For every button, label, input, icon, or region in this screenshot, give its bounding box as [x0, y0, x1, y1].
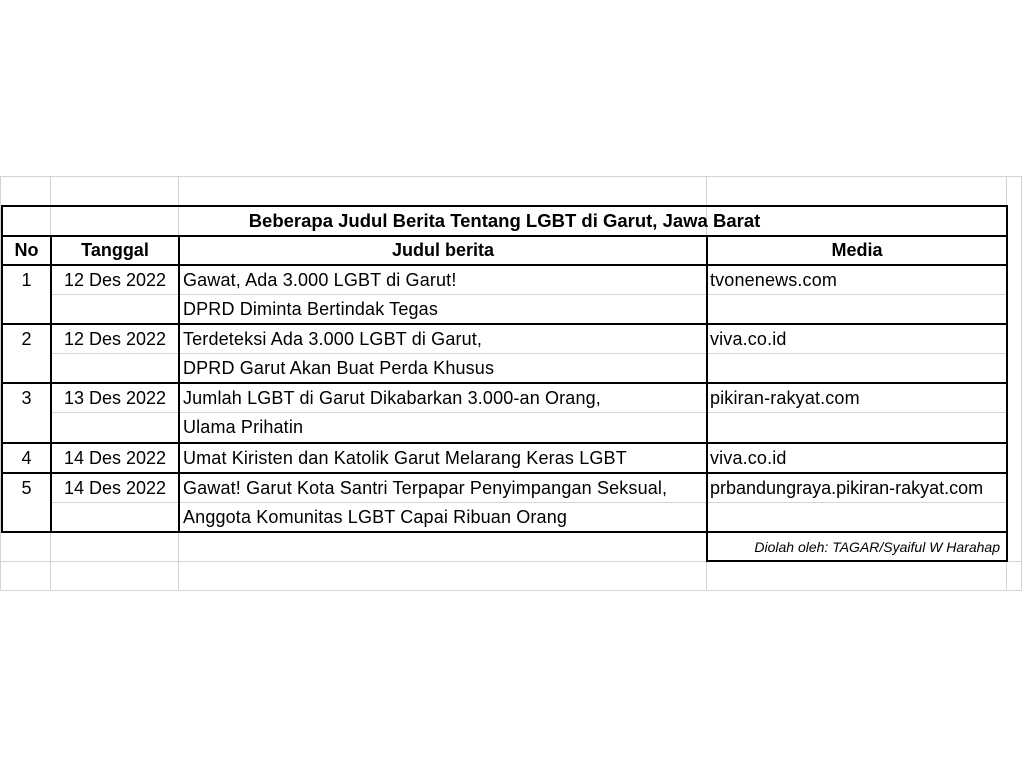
row-tanggal: 14 Des 2022	[63, 448, 167, 468]
row-judul-line2: Anggota Komunitas LGBT Capai Ribuan Orang	[183, 507, 568, 527]
row-no: 4	[21, 448, 32, 468]
gridline	[0, 590, 1022, 591]
header-media: Media	[831, 240, 883, 260]
row-tanggal: 13 Des 2022	[63, 388, 167, 408]
table-title: Beberapa Judul Berita Tentang LGBT di Garut, Jawa Barat	[248, 210, 761, 231]
border-line	[1006, 205, 1008, 562]
row-tanggal: 12 Des 2022	[63, 329, 167, 349]
row-no: 2	[21, 329, 32, 349]
row-judul-line2: Ulama Prihatin	[183, 417, 304, 437]
row-judul-line2: DPRD Garut Akan Buat Perda Khusus	[183, 358, 495, 378]
row-tanggal: 12 Des 2022	[63, 270, 167, 290]
row-judul-line2: DPRD Diminta Bertindak Tegas	[183, 299, 438, 319]
row-judul-line1: Gawat, Ada 3.000 LGBT di Garut!	[183, 270, 457, 290]
header-no: No	[14, 240, 39, 260]
border-line	[706, 560, 1008, 562]
row-judul-line1: Gawat! Garut Kota Santri Terpapar Penyimpangan Seksual,	[183, 478, 668, 498]
row-no: 5	[21, 478, 32, 498]
gridline	[1021, 176, 1022, 591]
row-no: 3	[21, 388, 32, 408]
gridline	[0, 176, 1022, 177]
row-judul-line1: Jumlah LGBT di Garut Dikabarkan 3.000-an Orang,	[183, 388, 601, 408]
row-media: pikiran-rakyat.com	[710, 388, 860, 408]
source-note: Diolah oleh: TAGAR/Syaiful W Harahap	[754, 539, 1000, 555]
row-tanggal: 14 Des 2022	[63, 478, 167, 498]
row-media: tvonenews.com	[710, 270, 838, 290]
header-tanggal: Tanggal	[81, 240, 149, 260]
header-judul-berita: Judul berita	[391, 240, 494, 260]
row-media: viva.co.id	[710, 448, 787, 468]
row-no: 1	[21, 270, 32, 290]
row-media: viva.co.id	[710, 329, 787, 349]
row-media: prbandungraya.pikiran-rakyat.com	[710, 478, 984, 498]
row-judul-line1: Terdeteksi Ada 3.000 LGBT di Garut,	[183, 329, 483, 349]
row-judul-line1: Umat Kiristen dan Katolik Garut Melarang Keras LGBT	[183, 448, 627, 468]
